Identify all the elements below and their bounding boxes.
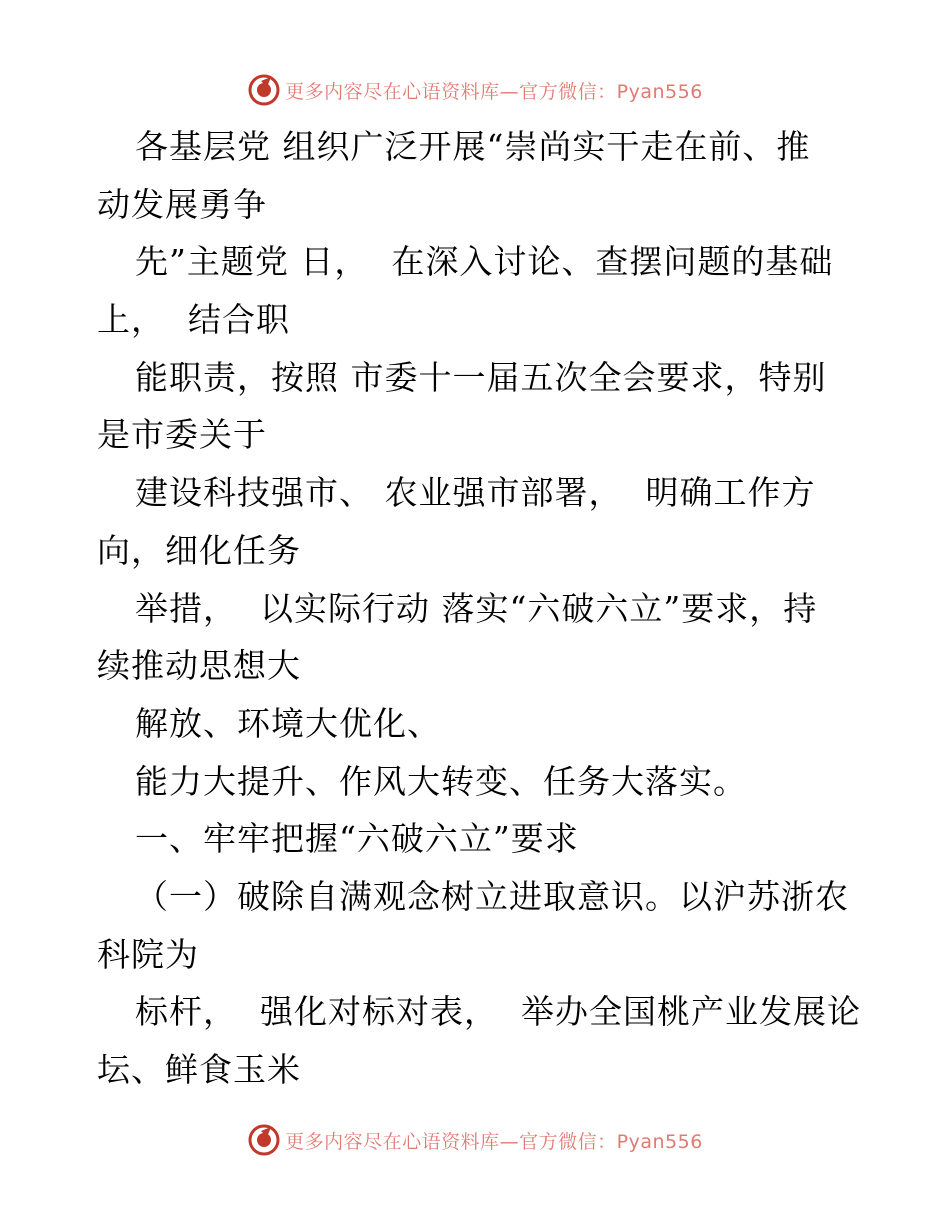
- text-line: 先”主题党 日， 在深入讨论、查摆问题的基础: [135, 242, 834, 282]
- seal-logo-icon: [247, 73, 281, 107]
- text-line: 一、牢牢把握“六破六立”要求: [135, 819, 579, 859]
- watermark-text: 更多内容尽在心语资料库—官方微信：Pyan556: [285, 80, 703, 103]
- text-line: 能职责，按照 市委十一届五次全会要求，特别: [135, 357, 827, 397]
- text-line: （一）破除自满观念树立进取意识。以沪苏浙农: [135, 876, 849, 916]
- text-line: 能力大提升、作风大转变、任务大落实。: [135, 761, 747, 801]
- text-line: 坛、鲜食玉米: [97, 1050, 301, 1089]
- text-line: 各基层党 组织广泛开展“崇尚实干走在前、推: [135, 127, 811, 166]
- text-line: 上， 结合职: [97, 300, 290, 340]
- header-watermark: [0, 70, 950, 110]
- text-line: 向，细化任务: [97, 530, 301, 570]
- document-body: [97, 118, 861, 1099]
- text-line: 动发展勇争: [97, 184, 267, 224]
- seal-logo-icon: [247, 1123, 281, 1157]
- text-line: 续推动思想大: [97, 646, 301, 686]
- text-line: 解放、环境大优化、: [135, 703, 441, 743]
- text-line: 标杆， 强化对标对表， 举办全国桃产业发展论: [135, 992, 861, 1032]
- text-line: 是市委关于: [97, 415, 267, 455]
- footer-watermark: [0, 1120, 950, 1160]
- text-line: 建设科技强市、 农业强市部署， 明确工作方: [135, 473, 816, 513]
- text-line: 举措， 以实际行动 落实“六破六立”要求，持: [135, 588, 818, 628]
- text-line: 科院为: [97, 934, 199, 974]
- watermark-text: 更多内容尽在心语资料库—官方微信：Pyan556: [285, 1130, 703, 1153]
